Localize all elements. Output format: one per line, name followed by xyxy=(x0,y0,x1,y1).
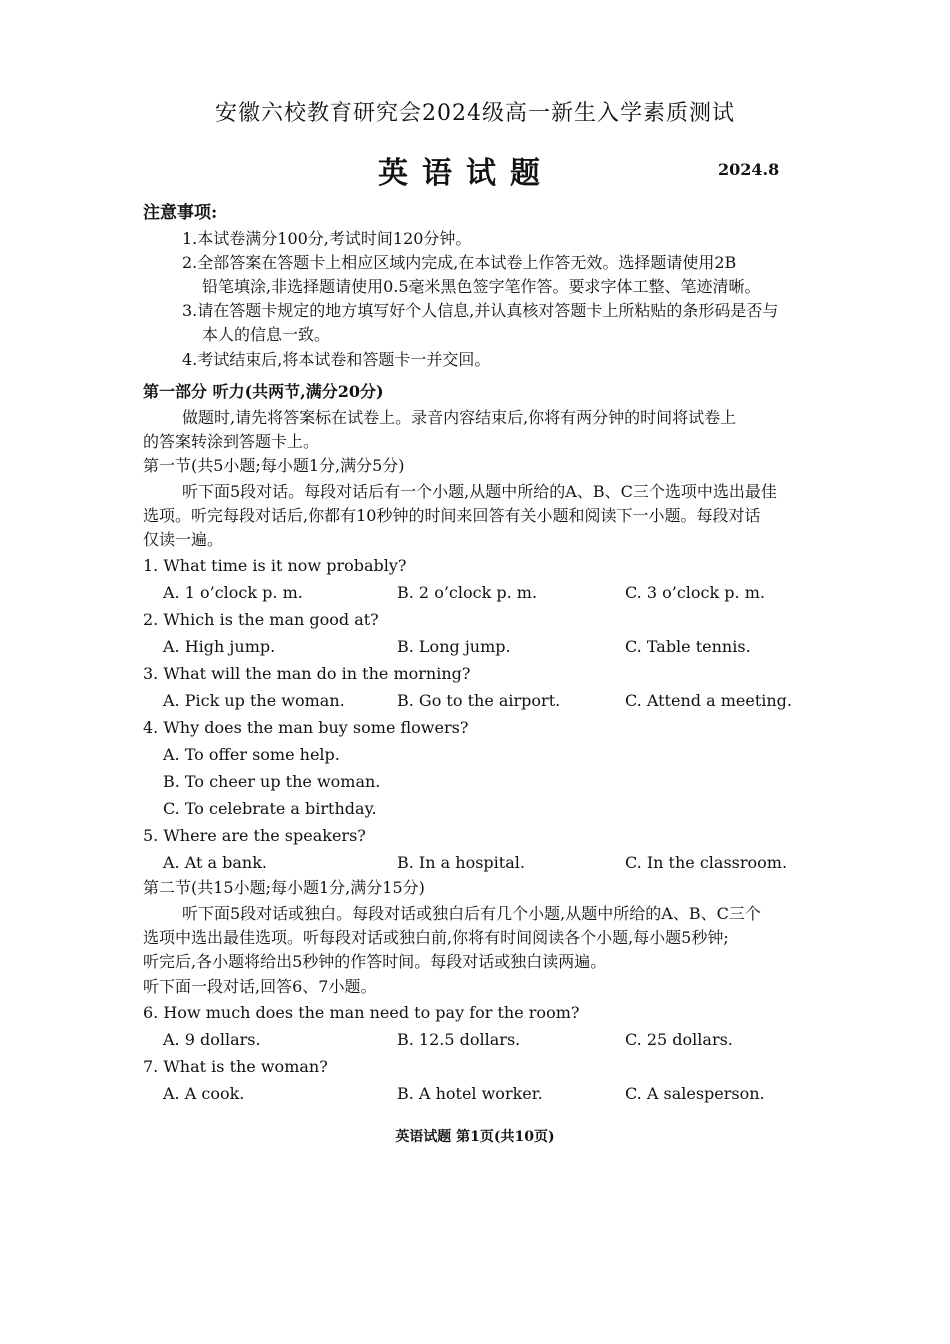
notice-item: 铅笔填涂,非选择题请使用0.5毫米黑色签字笔作答。要求字体工整、笔迹清晰。 xyxy=(202,277,761,296)
option-c: C. Attend a meeting. xyxy=(625,691,792,710)
option-a: A. 9 dollars. xyxy=(163,1030,261,1049)
notice-item: 2.全部答案在答题卡上相应区域内完成,在本试卷上作答无效。选择题请使用2B xyxy=(182,253,737,272)
option-c: C. 25 dollars. xyxy=(625,1030,733,1049)
dialog-note: 听下面一段对话,回答6、7小题。 xyxy=(143,977,377,996)
section2-intro: 听完后,各小题将给出5秒钟的作答时间。每段对话或独白读两遍。 xyxy=(143,952,607,971)
page-footer: 英语试题 第1页(共10页) xyxy=(395,1129,555,1145)
option-a: A. Pick up the woman. xyxy=(163,691,345,710)
question-stem: 3. What will the man do in the morning? xyxy=(143,664,471,683)
notice-heading: 注意事项: xyxy=(143,203,218,223)
section2-intro: 听下面5段对话或独白。每段对话或独白后有几个小题,从题中所给的A、B、C三个 xyxy=(182,904,761,923)
option-b: B. Long jump. xyxy=(397,637,511,656)
question-stem: 1. What time is it now probably? xyxy=(143,556,407,575)
option-a: A. At a bank. xyxy=(163,853,268,872)
part1-intro: 的答案转涂到答题卡上。 xyxy=(143,432,320,451)
part1-heading: 第一部分 听力(共两节,满分20分) xyxy=(143,382,384,401)
option-c: C. 3 o’clock p. m. xyxy=(625,583,765,602)
section1-intro: 仅读一遍。 xyxy=(143,530,224,549)
question-stem: 5. Where are the speakers? xyxy=(143,826,366,845)
question-stem: 7. What is the woman? xyxy=(143,1057,328,1076)
option-b: B. 2 o’clock p. m. xyxy=(397,583,538,602)
notice-item: 1.本试卷满分100分,考试时间120分钟。 xyxy=(182,229,472,248)
section2-heading: 第二节(共15小题;每小题1分,满分15分) xyxy=(143,878,425,897)
notice-item: 本人的信息一致。 xyxy=(202,325,331,344)
option-a: A. A cook. xyxy=(163,1084,245,1103)
option-c: C. To celebrate a birthday. xyxy=(163,799,377,818)
exam-date: 2024.8 xyxy=(718,160,780,179)
option-b: B. In a hospital. xyxy=(397,853,525,872)
section1-intro: 听下面5段对话。每段对话后有一个小题,从题中所给的A、B、C三个选项中选出最佳 xyxy=(182,482,777,501)
question-stem: 6. How much does the man need to pay for the room? xyxy=(143,1003,580,1022)
option-a: A. 1 o’clock p. m. xyxy=(163,583,303,602)
option-b: B. To cheer up the woman. xyxy=(163,772,381,791)
notice-item: 4.考试结束后,将本试卷和答题卡一并交回。 xyxy=(182,350,491,369)
option-c: C. In the classroom. xyxy=(625,853,788,872)
option-c: C. A salesperson. xyxy=(625,1084,765,1103)
subject-title: 英语试题 xyxy=(378,156,554,191)
section1-heading: 第一节(共5小题;每小题1分,满分5分) xyxy=(143,456,405,475)
option-b: B. A hotel worker. xyxy=(397,1084,543,1103)
option-b: B. 12.5 dollars. xyxy=(397,1030,521,1049)
option-b: B. Go to the airport. xyxy=(397,691,561,710)
option-a: A. High jump. xyxy=(163,637,276,656)
question-stem: 2. Which is the man good at? xyxy=(143,610,379,629)
section1-intro: 选项。听完每段对话后,你都有10秒钟的时间来回答有关小题和阅读下一小题。每段对话 xyxy=(143,506,761,525)
question-stem: 4. Why does the man buy some flowers? xyxy=(143,718,469,737)
notice-item: 3.请在答题卡规定的地方填写好个人信息,并认真核对答题卡上所粘贴的条形码是否与 xyxy=(182,301,779,320)
exam-header-title: 安徽六校教育研究会2024级高一新生入学素质测试 xyxy=(215,101,735,126)
part1-intro: 做题时,请先将答案标在试卷上。录音内容结束后,你将有两分钟的时间将试卷上 xyxy=(182,408,737,427)
option-c: C. Table tennis. xyxy=(625,637,751,656)
section2-intro: 选项中选出最佳选项。听每段对话或独白前,你将有时间阅读各个小题,每小题5秒钟; xyxy=(143,928,729,947)
option-a: A. To offer some help. xyxy=(163,745,340,764)
